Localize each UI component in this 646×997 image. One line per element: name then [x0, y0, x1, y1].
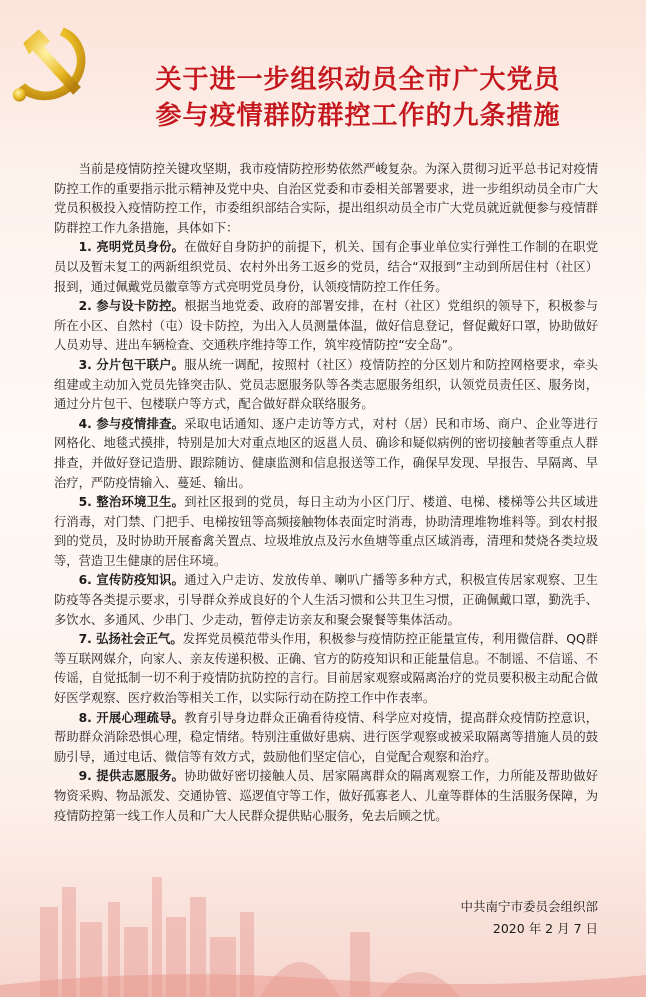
measure-text: 根据当地党委、政府的部署安排，在村（社区）党组织的领导下，积极参与所在小区、自然村（屯）设卡防控，为出入人员测量体温，做好信息登记，督促戴好口罩，协助做好人员劝导、进出车辆检查、交通秩序维持等工作，筑牢疫情防控“安全岛”。 [54, 299, 598, 353]
measure-heading: 6. 宣传防疫知识。 [78, 573, 185, 588]
measure-item [54, 356, 598, 415]
measure-text: 协助做好密切接触人员、居家隔离群众的隔离观察工作，力所能及帮助做好物资采购、物品派发、交通协管、巡逻值守等工作，做好孤寡老人、儿童等群体的生活服务保障，为疫情防控第一线工作人员和广大人民群众提供贴心服务，免去后顾之忧。 [54, 769, 598, 823]
measure-heading: 2. 参与设卡防控。 [78, 299, 185, 314]
measure-heading: 8. 开展心理疏导。 [78, 710, 185, 725]
measure-item [54, 238, 598, 297]
measure-heading: 9. 提供志愿服务。 [78, 769, 185, 784]
measure-item [54, 415, 598, 493]
document-title [100, 62, 616, 134]
measure-item [54, 493, 598, 571]
measure-item [54, 709, 598, 768]
document-body [54, 160, 598, 826]
measure-text: 服从统一调配，按照村（社区）疫情防控的分区划片和防控网格要求，牵头组建或主动加入党员先锋突击队、党员志愿服务队等各类志愿服务组织，认领党员责任区、服务岗，通过分片包干、包楼联户等方式，配合做好群众联络服务。 [54, 357, 598, 412]
measure-heading: 5. 整治环境卫生。 [78, 495, 185, 510]
issue-date: 2020 年 2 月 7 日 [492, 921, 598, 936]
measure-heading: 7. 弘扬社会正气。 [78, 632, 183, 647]
measure-text: 采取电话通知、逐户走访等方式，对村（居）民和市场、商户、企业等进行网格化、地毯式摸排，特别是加大对重点地区的返邕人员、确诊和疑似病例的密切接触者等重点人群排查，并做好登记造册、跟踪随访、健康监测和信息报送等工作，确保早发现、早报告、早隔离、早治疗，严防疫情输入、蔓延、输出。 [54, 416, 598, 490]
measure-item [54, 571, 598, 630]
measure-text: 发挥党员模范带头作用，积极参与疫情防控正能量宣传，利用微信群、QQ群等互联网媒介，向家人、亲友传递积极、正确、官方的防疫知识和正能量信息。不制谣、不信谣、不传谣，自觉抵制一切不利于疫情防抗防控的言行。目前居家观察或隔离治疗的党员要积极主动配合做好医学观察、医疗救治等相关工作，以实际行动在防控工作中作表率。 [54, 632, 598, 706]
city-skyline-decoration [0, 867, 646, 997]
issuing-organization: 中共南宁市委员会组织部 [460, 899, 598, 914]
measure-text: 到社区报到的党员，每日主动为小区门厅、楼道、电梯、楼梯等公共区域进行消毒，对门禁、门把手、电梯按钮等高频接触物体表面定时消毒，协助清理堆物堆料等。到农村报到的党员，及时协助开展畜禽关置点、垃圾堆放点及污水鱼塘等重点区域消毒，清理和焚烧各类垃圾等，营造卫生健康的居住环境。 [54, 495, 598, 568]
measure-item [54, 297, 598, 356]
party-emblem-icon [6, 18, 102, 114]
measure-item [54, 630, 598, 708]
measure-heading: 4. 参与疫情排查。 [78, 416, 185, 431]
intro-paragraph: 当前是疫情防控关键攻坚期，我市疫情防控形势依然严峻复杂。为深入贯彻习近平总书记对疫情防控工作的重要指示批示精神及党中央、自治区党委和市委相关部署要求，进一步组织动员全市广大党员积极投入疫情防控工作，市委组织部结合实际，提出组织动员全市广大党员就近就便参与疫情群防群控工作九条措施，具体如下： [54, 162, 598, 235]
measure-text: 教育引导身边群众正确看待疫情、科学应对疫情，提高群众疫情防控意识，帮助群众消除恐惧心理，稳定情绪。特别注重做好患病、进行医学观察或被采取隔离等措施人员的鼓励引导，通过电话、微信等有效方式，鼓励他们坚定信心，自觉配合观察和治疗。 [54, 710, 598, 764]
measure-heading: 3. 分片包干联户。 [78, 357, 185, 372]
title-line-2: 参与疫情群防群控工作的九条措施 [155, 101, 561, 131]
measure-text: 通过入户走访、发放传单、喇叭广播等多种方式，积极宣传居家观察、卫生防疫等各类提示要求，引导群众养成良好的个人生活习惯和公共卫生习惯，正确佩戴口罩，勤洗手、多饮水、多通风、少串门、少走动，暂停走访亲友和聚会聚餐等集体活动。 [54, 573, 598, 627]
measure-text: 在做好自身防护的前提下，机关、国有企事业单位实行弹性工作制的在职党员以及暂未复工的两新组织党员、农村外出务工返乡的党员，结合“双报到”主动到所居住村（社区）报到，通过佩戴党员徽章等方式亮明党员身份，认领疫情防控工作任务。 [54, 240, 598, 294]
title-line-1: 关于进一步组织动员全市广大党员 [155, 65, 561, 95]
measure-item [54, 767, 598, 826]
measure-heading: 1. 亮明党员身份。 [78, 240, 185, 255]
